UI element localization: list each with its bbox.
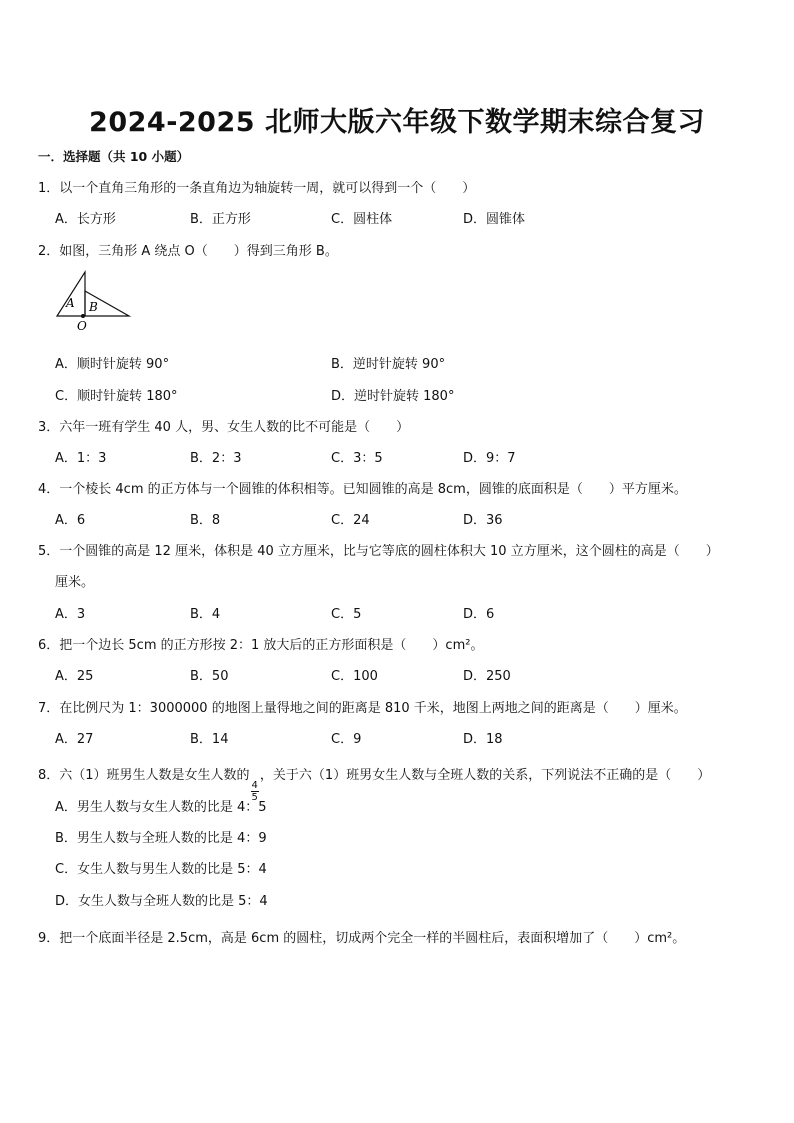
option-b: B．50 [190,669,229,684]
option-c: C．24 [331,513,370,528]
option-a: A．6 [55,513,86,528]
option-c: C．3：5 [331,451,383,466]
option-d: D．逆时针旋转 180° [331,389,455,404]
option-c: C．9 [331,732,362,747]
option-d: D．女生人数与全班人数的比是 5：4 [55,894,268,909]
option-a: A．男生人数与女生人数的比是 4：5 [55,800,267,815]
option-a: A．27 [55,732,94,747]
label-o: O [77,319,87,333]
option-c: C．女生人数与男生人数的比是 5：4 [55,862,267,877]
option-c: C．100 [331,669,378,684]
question-text: 1．以一个直角三角形的一条直角边为轴旋转一周，就可以得到一个（ ） [38,181,476,196]
question-text: 3．六年一班有学生 40 人，男、女生人数的比不可能是（ ） [38,420,410,435]
question-text: 9．把一个底面半径是 2.5cm，高是 6cm 的圆柱，切成两个完全一样的半圆柱后，表面积增加了（ ）cm²。 [38,931,686,946]
option-a: A．顺时针旋转 90° [55,357,170,372]
fraction-numerator: 4 [251,780,258,791]
option-c: C．圆柱体 [331,212,393,227]
question-text: 6．把一个边长 5cm 的正方形按 2：1 放大后的正方形面积是（ ）cm²。 [38,638,484,653]
option-a: A．长方形 [55,212,116,227]
label-a: A [66,296,75,310]
question-text-continued: 厘米。 [55,575,95,590]
option-b: B．男生人数与全班人数的比是 4：9 [55,831,267,846]
fraction-denominator: 5 [251,792,258,803]
question-text-before: 8．六（1）班男生人数是女生人数的 [38,768,250,783]
question-text: 4．一个棱长 4cm 的正方体与一个圆锥的体积相等。已知圆锥的高是 8cm，圆锥的底面积是（ ）平方厘米。 [38,482,687,497]
option-a: A．3 [55,607,86,622]
option-d: D．6 [463,607,495,622]
question-text-after: ，关于六（1）班男女生人数与全班人数的关系，下列说法不正确的是（ ） [259,768,711,783]
option-b: B．2：3 [190,451,242,466]
option-b: B．8 [190,513,221,528]
option-b: B．逆时针旋转 90° [331,357,446,372]
section-heading: 一．选择题（共 10 小题） [38,149,190,164]
page-title: 2024-2025 北师大版六年级下数学期末综合复习 [89,107,705,138]
option-a: A．25 [55,669,94,684]
question-text: 5．一个圆锥的高是 12 厘米，体积是 40 立方厘米，比与它等底的圆柱体积大 10 立方厘米，这个圆柱的高是（ ） [38,544,719,559]
question-text: 7．在比例尺为 1：3000000 的地图上量得地之间的距离是 810 千米，地图上两地之间的距离是（ ）厘米。 [38,701,687,716]
option-b: B．正方形 [190,212,251,227]
option-b: B．14 [190,732,229,747]
rotation-figure [52,268,142,338]
option-b: B．4 [190,607,221,622]
label-b: B [89,300,98,314]
option-d: D．18 [463,732,503,747]
option-d: D．36 [463,513,503,528]
option-d: D．250 [463,669,511,684]
option-a: A．1：3 [55,451,107,466]
option-c: C．顺时针旋转 180° [55,389,178,404]
option-c: C．5 [331,607,362,622]
option-d: D．9：7 [463,451,516,466]
option-d: D．圆锥体 [463,212,526,227]
question-text: 2．如图，三角形 A 绕点 O（ ）得到三角形 B。 [38,244,338,259]
